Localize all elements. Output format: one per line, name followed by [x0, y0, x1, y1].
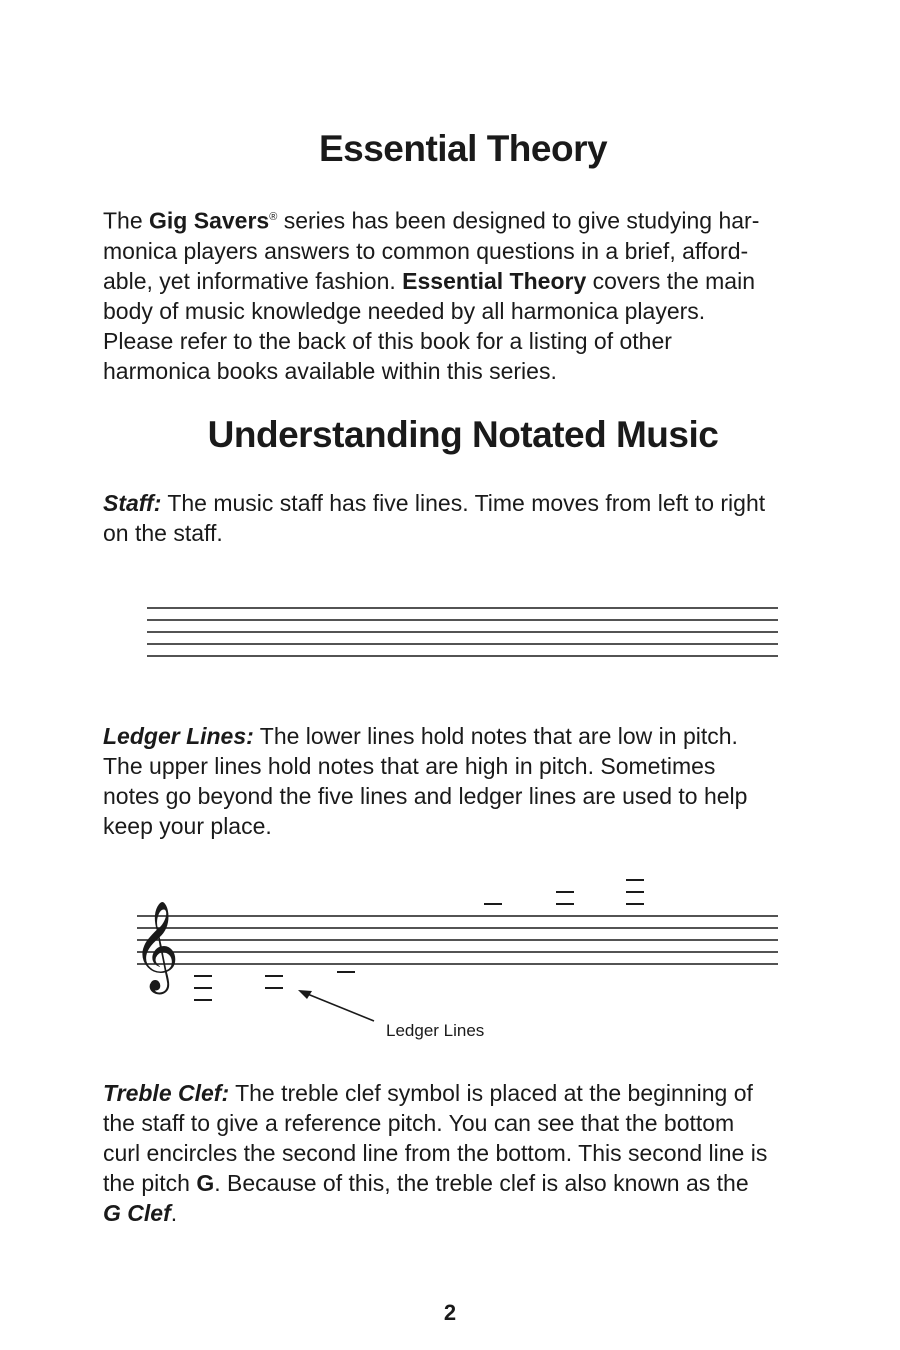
treble-paragraph: Treble Clef: The treble clef symbol is placed at the beginning of the staff to give a reference pitch. You can see that the bottom curl encircles the second line from the bottom. This second line is the pitch G. Because of this, the treble clef is also known as the G Clef.: [103, 1080, 768, 1226]
registered-mark: ®: [269, 211, 278, 223]
page-number: 2: [443, 1300, 457, 1325]
book-name: Essential Theory: [402, 267, 587, 294]
treble-term: Treble Clef:: [103, 1080, 230, 1106]
intro-paragraph: The Gig Savers® series has been designed to give studying har- monica players answers to common questions in a brief, afford- able, yet informative fashion. Essential Theory covers the main body of music knowledge needed by all harmonica players. Please refer to the back of this book for a listing of other harmonica books available within this series.: [103, 207, 760, 384]
staff-paragraph: Staff: The music staff has five lines. Time moves from left to right on the staff.: [103, 490, 766, 546]
lower-ledger-lines: [194, 972, 355, 1000]
ledger-arrow-icon: [298, 990, 374, 1021]
clef-alias: G Clef: [103, 1200, 171, 1226]
page-title: Essential Theory: [318, 128, 608, 169]
treble-staff-lines: [137, 916, 778, 964]
ledger-caption: Ledger Lines: [386, 1021, 485, 1040]
upper-ledger-lines: [484, 880, 644, 904]
staff-term: Staff:: [103, 490, 162, 516]
staff-lines: [147, 608, 778, 656]
section-title: Understanding Notated Music: [207, 414, 719, 455]
series-name: Gig Savers: [149, 207, 270, 234]
pitch-name: G: [196, 1170, 215, 1196]
treble-clef-icon: 𝄞: [133, 901, 180, 991]
ledger-paragraph: Ledger Lines: The lower lines hold notes that are low in pitch. The upper lines hold notes that are high in pitch. Sometimes notes go beyond the five lines and ledger lines are used to help keep your place.: [103, 723, 748, 839]
ledger-term: Ledger Lines:: [103, 723, 254, 749]
